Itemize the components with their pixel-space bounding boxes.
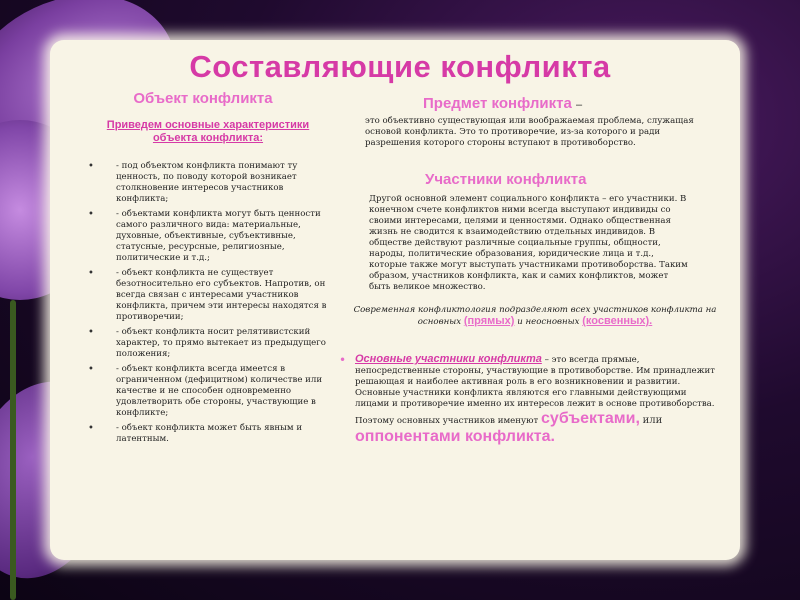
direct-label: (прямых) (463, 315, 515, 327)
or-word: или (642, 415, 663, 426)
subject-dash: – (575, 99, 583, 111)
modern-text-2: и неосновных (517, 317, 580, 327)
participants-heading: Участники конфликта (425, 171, 587, 188)
subject-column (339, 95, 725, 446)
object-column (88, 90, 328, 449)
object-heading: Объект конфликта (133, 90, 273, 107)
list-item: • - объект конфликта не существует безотносительно его субъектов. Напротив, он всегда связан с интересами участников конфликта, причем эти интересы находятся в противоречии; (88, 268, 328, 323)
indirect-label: (косвенных). (582, 315, 653, 327)
bullet-icon: • (339, 353, 347, 367)
modern-text-1: Современная конфликтология подразделяют всех участников конфликта на основных (353, 305, 717, 327)
flower-stem (10, 300, 16, 600)
list-item: • - под объектом конфликта понимают ту ценность, по поводу которой возникает столкновение интересов участников конфликта; (88, 161, 328, 205)
main-participants (339, 353, 716, 446)
subject-text: это объективно существующая или воображаемая проблема, служащая основой конфликта. Это то противоречие, из-за которого и ради разрешения которого стороны вступают в противоборство. (365, 116, 694, 148)
modern-classification (345, 305, 725, 328)
slide-title: Составляющие конфликта (189, 49, 611, 84)
subject-heading-text: Предмет конфликта (423, 95, 572, 112)
list-item: • - объект конфликта всегда имеется в ограниченном (дефицитном) количестве или качестве и не способен одновременно удовлетворить обе стороны, участвующие в конфликте; (88, 364, 328, 419)
list-item: • - объект конфликта может быть явным и латентным. (88, 423, 328, 445)
main-participants-label: Основные участники конфликта (355, 353, 542, 365)
subjects-term: субъектами, (541, 410, 640, 427)
participants-text: Другой основной элемент социального конфликта – его участники. В конечном счете конфликтов ними всегда выступают индивиды со своими интересами, целями и ценностями. Однако общественная жизнь не сводится к взаимодействию отдельных индивидов. В обществе действуют различные социальные группы, общности, народы, политические образования, юридические лица и т.д., которые также могут выступать участниками противоборства. Таким образом, участников конфликта, как и самих конфликтов, может быть великое множество. (369, 194, 688, 292)
list-item: • - объект конфликта носит релятивистский характер, то прямо вытекает из предыдущего положения; (88, 327, 328, 360)
list-item: • - объектами конфликта могут быть ценности самого различного вида: материальные, духовные, объективные, субъективные, статусные, ресурсные, религиозные, политические и т.д.; (88, 209, 328, 264)
opponents-term: оппонентами конфликта. (355, 428, 555, 445)
main-participants-text: – это всегда прямые, непосредственные стороны, участвующие в противоборстве. Им принадлежит решающая и наиболее активная роль в его возникновении и развитии. Основные участники конфликта являются его главными действующими лицами и противоречие именно их интересов лежит в основе противоборства. Поэтому основных участников именуют (355, 355, 716, 426)
object-list (88, 161, 328, 445)
object-subheading: Приведем основные характеристики объекта конфликта: (106, 119, 310, 144)
subject-heading (423, 95, 725, 112)
